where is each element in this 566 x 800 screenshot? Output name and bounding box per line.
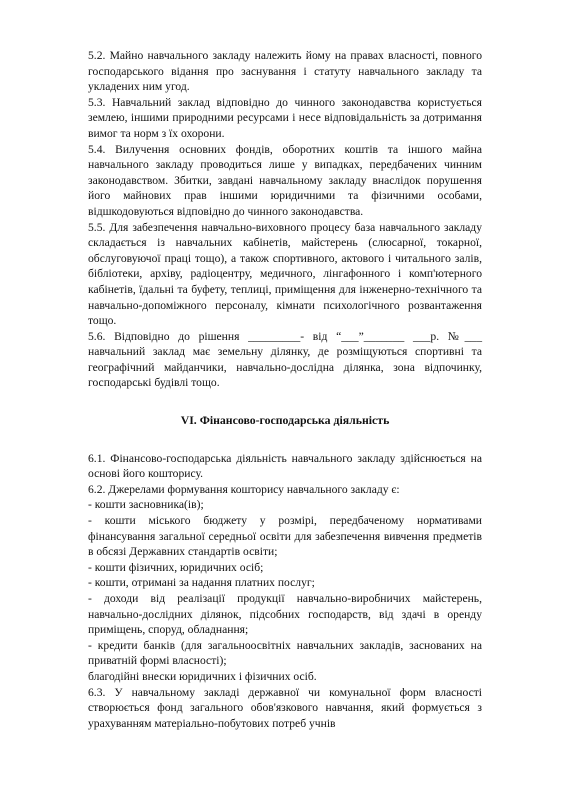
paragraph-5-3: 5.3. Навчальний заклад відповідно до чинного законодавства користується землею, іншими природними ресурсами і несе відповідальність за дотримання вимог та норм з їх охорони. — [88, 95, 482, 140]
list-item: - кредити банків (для загальноосвітніх навчальних закладів, заснованих на приватній формі власності); — [88, 638, 482, 668]
list-item: - кошти, отримані за надання платних послуг; — [88, 576, 315, 590]
list-item: благодійні внески юридичних і фізичних осіб. — [88, 669, 317, 683]
paragraph-5-2: 5.2. Майно навчального закладу належить йому на правах власності, повного господарського відання про заснування і статуту навчального закладу та укладених ним угод. — [88, 49, 482, 94]
list-item: - кошти засновника(ів); — [88, 498, 204, 512]
list-item: - кошти фізичних, юридичних осіб; — [88, 560, 264, 574]
paragraph-6-3: 6.3. У навчальному закладі державної чи комунальної форм власності створюється фонд загального обов'язкового навчання, який формується з урахуванням матеріально-побутових потреб учнів — [88, 685, 482, 730]
section-heading: VI. Фінансово-господарська діяльність — [180, 413, 390, 428]
paragraph-6-2: 6.2. Джерелами формування кошторису навчального закладу є: — [88, 482, 400, 496]
document-page — [88, 48, 482, 731]
paragraph-6-1: 6.1. Фінансово-господарська діяльність навчального закладу здійснюється на основі його кошторису. — [88, 451, 482, 481]
list-item: - кошти міського бюджету у розмірі, передбаченому нормативами фінансування загальної середньої освіти для забезпечення вивчення предметів в обсязі Державних стандартів освіти; — [88, 514, 482, 559]
paragraph-5-5: 5.5. Для забезпечення навчально-виховного процесу база навчального закладу складається із навчальних кабінетів, майстерень (слюсарної, токарної, обслуговуючої праці тощо), а також спортивного, актового і читального залів, бібліотеки, архіву, радіоцентру, медичного, лінгафонного і комп'ютерного кабінетів, їдальні та буфету, теплиці, приміщення для інженерно-технічного та навчально-допоміжного персоналу, кімнати психологічного розвантаження тощо. — [88, 220, 482, 328]
list-item: - доходи від реалізації продукції навчально-виробничих майстерень, навчально-дослідних ділянок, підсобних господарств, від здачі в оренду приміщень, споруд, обладнання; — [88, 592, 482, 637]
paragraph-5-6: 5.6. Відповідно до рішення _________- від “___”_______ ___р. №___ навчальний заклад має земельну ділянку, де розміщуються спортивні та географічний майданчики, навчально-дослідна ділянка, зона відпочинку, господарські будівлі тощо. — [88, 329, 482, 390]
paragraph-5-4: 5.4. Вилучення основних фондів, оборотних коштів та іншого майна навчального закладу проводиться лише у випадках, передбачених чинним законодавством. Збитки, завдані навчальному закладу внаслідок порушення його майнових прав іншими юридичними та фізичними особами, відшкодовуються відповідно до чинного законодавства. — [88, 142, 482, 218]
